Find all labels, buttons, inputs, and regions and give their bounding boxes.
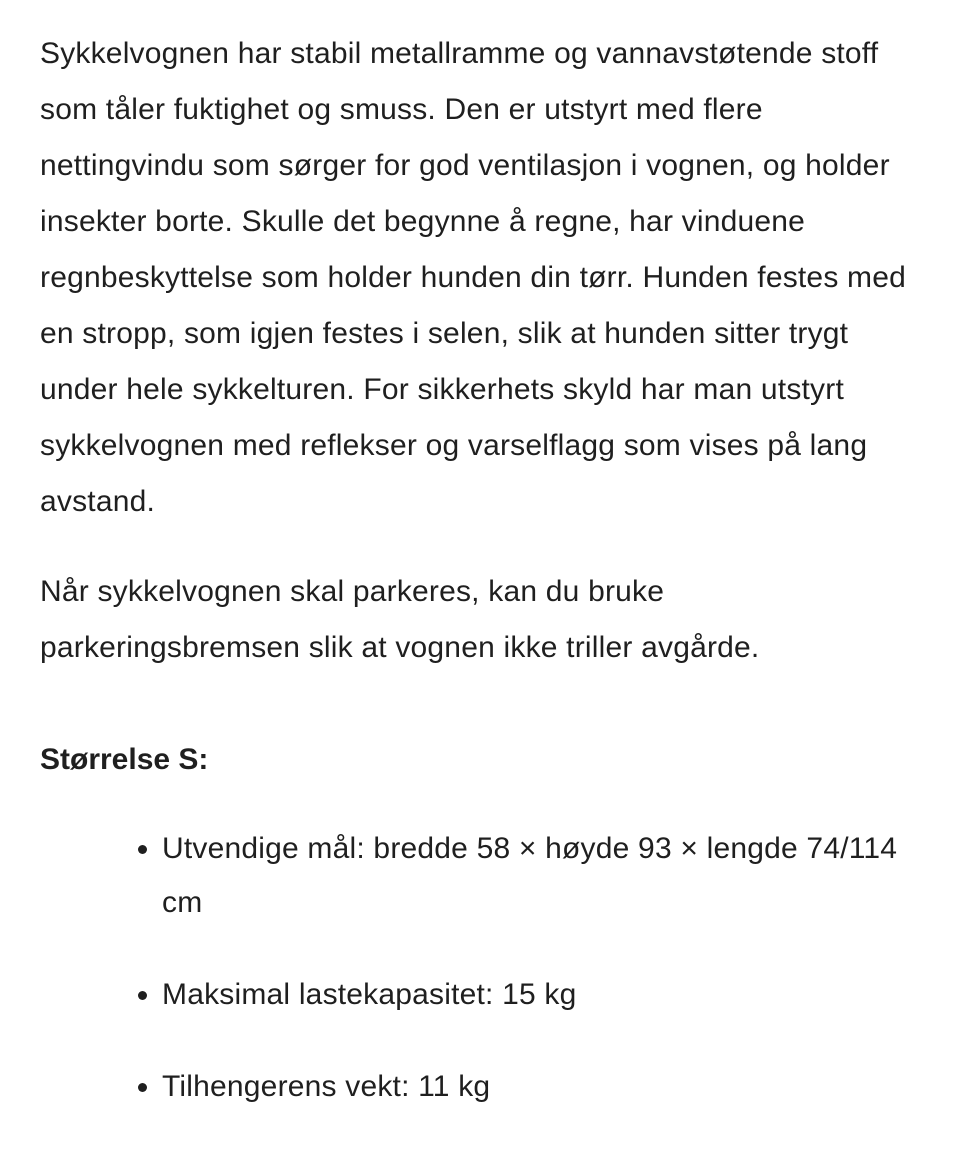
size-list-item-dimensions: Utvendige mål: bredde 58 × høyde 93 × lengde 74/114 cm — [162, 822, 908, 930]
product-description-paragraph-1: Sykkelvognen har stabil metallramme og vannavstøtende stoff som tåler fuktighet og smuss. Den er utstyrt med flere nettingvindu som sørger for god ventilasjon i vognen, og holder insekter borte. Skulle det begynne å regne, har vinduene regnbeskyttelse som holder hunden din tørr. Hunden festes med en stropp, som igjen festes i selen, slik at hunden sitter trygt under hele sykkelturen. For sikkerhets skyld har man utstyrt sykkelvognen med reflekser og varselflagg som vises på lang avstand. — [40, 37, 907, 518]
size-list-item-max-load: Maksimal lastekapasitet: 15 kg — [162, 968, 908, 1022]
size-list-item-trailer-weight: Tilhengerens vekt: 11 kg — [162, 1060, 908, 1114]
product-description-paragraph-2: Når sykkelvognen skal parkeres, kan du bruke parkeringsbremsen slik at vognen ikke triller avgårde. — [40, 575, 760, 664]
size-heading: Størrelse S: — [40, 743, 209, 776]
size-spec-list — [40, 822, 908, 1114]
